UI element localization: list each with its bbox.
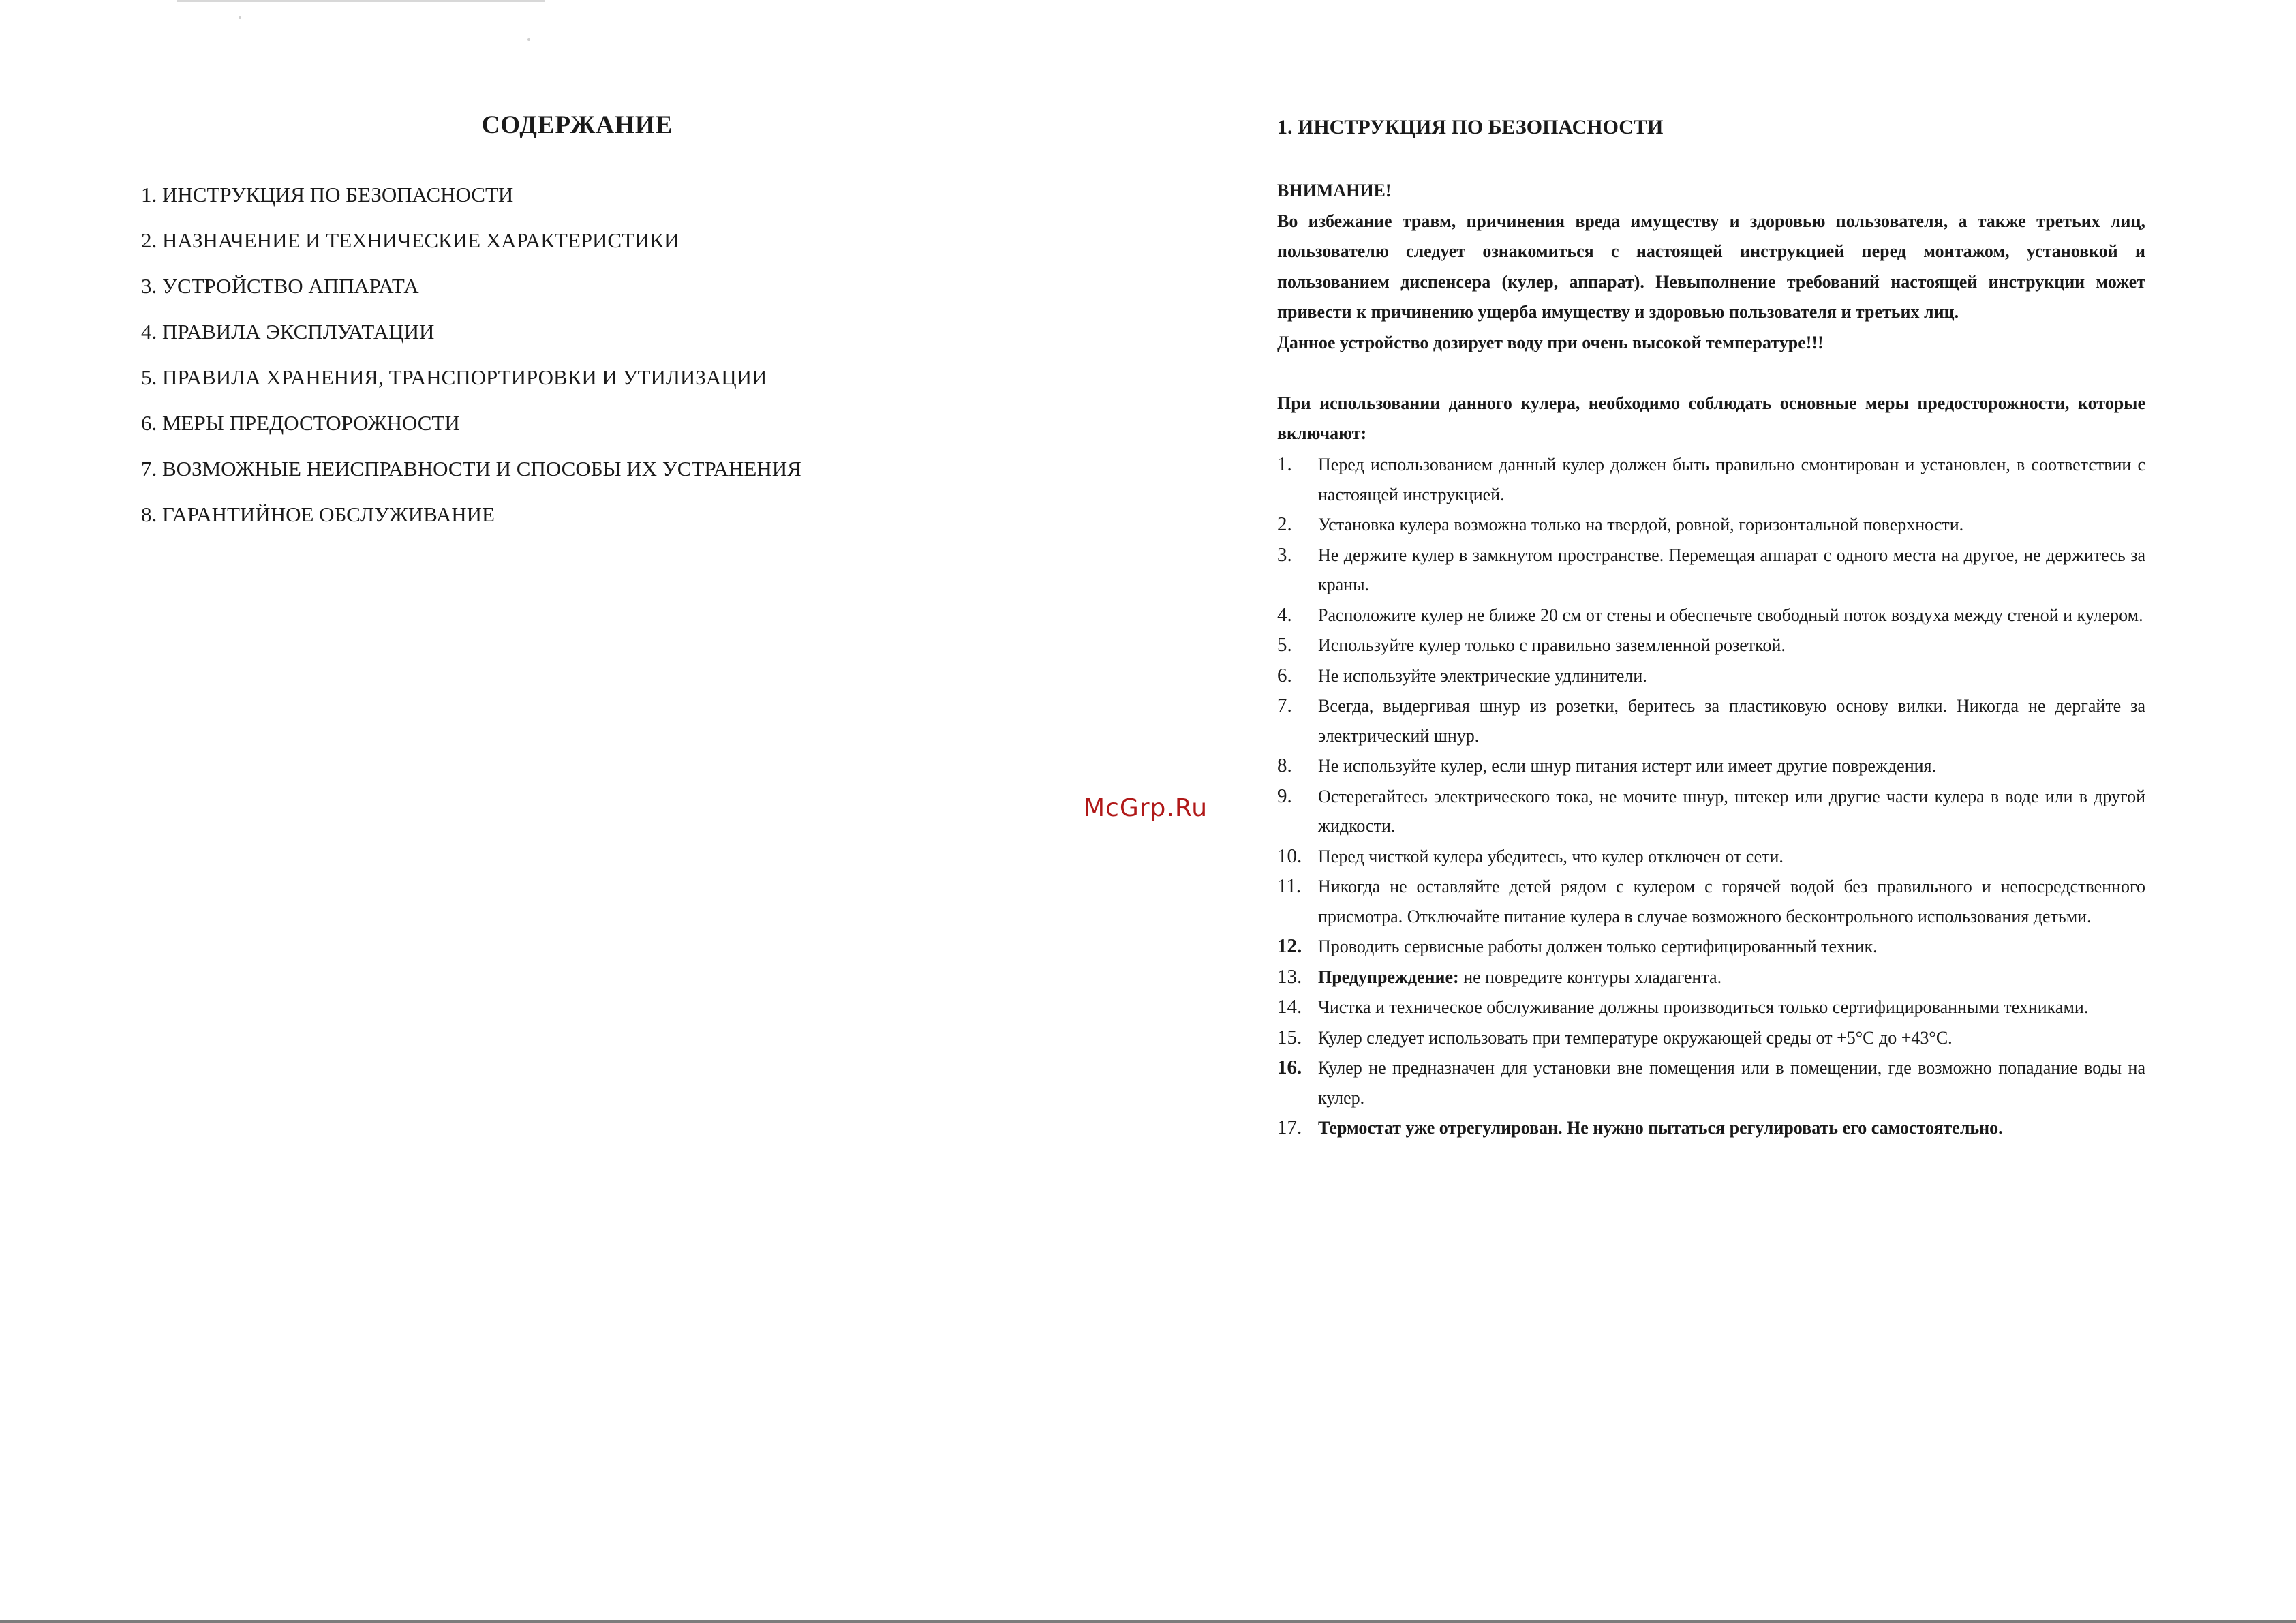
rule-number: 4. bbox=[1277, 603, 1292, 626]
rules-list bbox=[1277, 450, 2145, 1144]
rule-number: 2. bbox=[1277, 513, 1292, 535]
toc-item: 3. УСТРОЙСТВО АППАРАТА bbox=[141, 274, 419, 298]
rule-number: 5. bbox=[1277, 634, 1292, 656]
rule-text: Не используйте электрические удлинители. bbox=[1318, 665, 1647, 686]
rule-item bbox=[1277, 782, 2145, 841]
rule-text: Проводить сервисные работы должен только сертифицированный техник. bbox=[1318, 937, 1878, 956]
rule-number: 8. bbox=[1277, 755, 1292, 776]
rule-item bbox=[1277, 661, 2145, 691]
rule-number: 10. bbox=[1277, 845, 1302, 867]
rule-text: Остерегайтесь электрического тока, не мочите шнур, штекер или другие части кулера в воде или в другой жидкости. bbox=[1318, 786, 2145, 836]
rule-item bbox=[1277, 932, 2145, 962]
warning-block bbox=[1277, 176, 2145, 358]
rule-text: Термостат уже отрегулирован. Не нужно пытаться регулировать его самостоятельно. bbox=[1318, 1118, 2003, 1138]
rule-item bbox=[1277, 541, 2145, 600]
rule-text: Не используйте кулер, если шнур питания истерт или имеет другие повреждения. bbox=[1318, 756, 1936, 776]
rule-lead: Предупреждение: bbox=[1318, 967, 1459, 987]
rule-number: 15. bbox=[1277, 1026, 1302, 1048]
rule-text: Установка кулера возможна только на твердой, ровной, горизонтальной поверхности. bbox=[1318, 515, 1964, 534]
rule-number: 9. bbox=[1277, 785, 1292, 807]
scan-dot bbox=[527, 38, 530, 41]
rule-number: 16. bbox=[1277, 1057, 1302, 1078]
rule-item bbox=[1277, 1113, 2145, 1143]
rule-text: Используйте кулер только с правильно заземленной розеткой. bbox=[1318, 635, 1786, 655]
rule-item bbox=[1277, 872, 2145, 931]
rule-item bbox=[1277, 751, 2145, 781]
rule-text: Никогда не оставляйте детей рядом с кулером с горячей водой без правильного и непосредственного присмотра. Отключайте питание кулера в случае возможного бесконтрольного использования детьми. bbox=[1318, 877, 2145, 926]
toc-item: 4. ПРАВИЛА ЭКСПЛУАТАЦИИ bbox=[141, 320, 435, 344]
rule-text: Чистка и техническое обслуживание должны производиться только сертифицированными техниками. bbox=[1318, 997, 2089, 1017]
rule-number: 7. bbox=[1277, 695, 1292, 716]
rule-item bbox=[1277, 691, 2145, 750]
rule-number: 17. bbox=[1277, 1117, 1302, 1138]
warning-text: Во избежание травм, причинения вреда имуществу и здоровью пользователя, а также третьих лиц, пользователю следует ознакомиться с настоящей инструкцией перед монтажом, установкой и пользованием диспенсера (кулер, аппарат). Невыполнение требований настоящей инструкции может привести к причинению ущерба имуществу и здоровью пользователя и третьих лиц. bbox=[1277, 211, 2145, 322]
rule-item bbox=[1277, 631, 2145, 661]
toc-title: СОДЕРЖАНИЕ bbox=[481, 111, 673, 139]
toc-item: 6. МЕРЫ ПРЕДОСТОРОЖНОСТИ bbox=[141, 411, 460, 435]
warning-heading: ВНИМАНИЕ! bbox=[1277, 181, 1392, 200]
rule-item bbox=[1277, 1023, 2145, 1053]
rule-number: 3. bbox=[1277, 543, 1292, 566]
rule-number: 14. bbox=[1277, 996, 1302, 1018]
toc-item: 7. ВОЗМОЖНЫЕ НЕИСПРАВНОСТИ И СПОСОБЫ ИХ УСТРАНЕНИЯ bbox=[141, 457, 801, 481]
rule-item bbox=[1277, 992, 2145, 1022]
rule-text: Кулер не предназначен для установки вне помещения или в помещении, где возможно попадание воды на кулер. bbox=[1318, 1058, 2145, 1108]
rule-number: 13. bbox=[1277, 965, 1302, 988]
scan-dot bbox=[239, 16, 241, 19]
toc-item: 2. НАЗНАЧЕНИЕ И ТЕХНИЧЕСКИЕ ХАРАКТЕРИСТИКИ bbox=[141, 228, 679, 252]
watermark: McGrp.Ru bbox=[1084, 794, 1208, 822]
warning-note: Данное устройство дозирует воду при очень высокой температуре!!! bbox=[1277, 332, 1824, 352]
rule-text: Всегда, выдергивая шнур из розетки, беритесь за пластиковую основу вилки. Никогда не дергайте за электрический шнур. bbox=[1318, 696, 2145, 746]
rule-text: не повредите контуры хладагента. bbox=[1458, 967, 1722, 987]
precautions-intro: При использовании данного кулера, необходимо соблюдать основные меры предосторожности, которые включают: bbox=[1277, 393, 2145, 443]
rule-number: 11. bbox=[1277, 875, 1302, 897]
rule-item bbox=[1277, 842, 2145, 872]
rule-text: Расположите кулер не ближе 20 см от стены и обеспечьте свободный поток воздуха между стеной и кулером. bbox=[1318, 605, 2143, 625]
rule-item bbox=[1277, 962, 2145, 992]
toc-item: 1. ИНСТРУКЦИЯ ПО БЕЗОПАСНОСТИ bbox=[141, 183, 514, 207]
rule-number: 12. bbox=[1277, 935, 1302, 957]
rule-text: Перед использованием данный кулер должен быть правильно смонтирован и установлен, в соответствии с настоящей инструкцией. bbox=[1318, 455, 2145, 504]
rule-text: Кулер следует использовать при температуре окружающей среды от +5°C до +43°C. bbox=[1318, 1027, 1953, 1048]
rule-item bbox=[1277, 1053, 2145, 1112]
rule-number: 1. bbox=[1277, 453, 1292, 475]
toc-item: 8. ГАРАНТИЙНОЕ ОБСЛУЖИВАНИЕ bbox=[141, 502, 495, 526]
scan-artifact bbox=[177, 0, 545, 2]
toc-list bbox=[141, 180, 993, 545]
page-bottom-edge bbox=[0, 1620, 2296, 1623]
rule-item bbox=[1277, 601, 2145, 631]
rule-text: Не держите кулер в замкнутом пространстве. Перемещая аппарат с одного места на другое, не держитесь за краны. bbox=[1318, 545, 2145, 594]
rule-number: 6. bbox=[1277, 664, 1292, 686]
toc-item: 5. ПРАВИЛА ХРАНЕНИЯ, ТРАНСПОРТИРОВКИ И УТИЛИЗАЦИИ bbox=[141, 365, 767, 389]
rule-item bbox=[1277, 450, 2145, 509]
rule-item bbox=[1277, 510, 2145, 540]
rule-text: Перед чисткой кулера убедитесь, что кулер отключен от сети. bbox=[1318, 846, 1784, 866]
section-title: 1. ИНСТРУКЦИЯ ПО БЕЗОПАСНОСТИ bbox=[1277, 116, 1664, 138]
